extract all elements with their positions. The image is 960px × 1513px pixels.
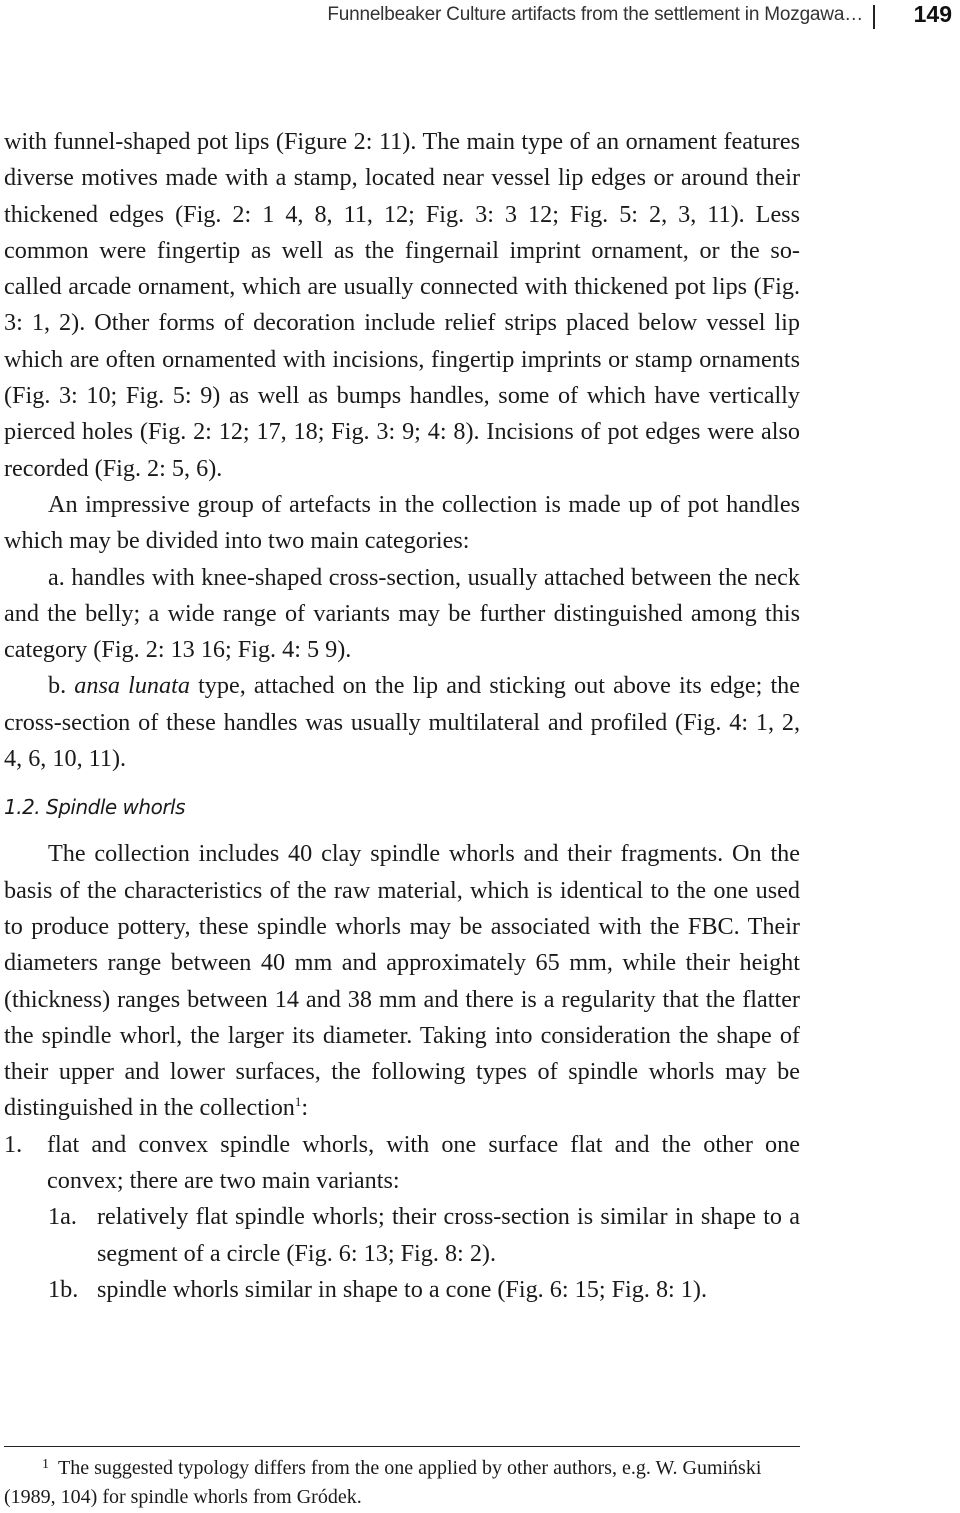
sublist-text: relatively flat spindle whorls; their cross-section is similar in shape to a segment of a circle (Fig. 6: 13; Fig. 8: 2).	[97, 1203, 800, 1267]
section-heading: 1.2. Spindle whorls	[4, 795, 186, 820]
list-item	[4, 1127, 800, 1200]
body-text	[4, 124, 800, 1308]
list-text: flat and convex spindle whorls, with one surface flat and the other one convex; there are two main variants:	[47, 1130, 800, 1195]
handles-b-text: type, attached on the lip and sticking out above its edge; the cross-section of these handles was usually multilateral and profiled (Fig. 4: 1, 2, 4, 6, 10, 11).	[4, 672, 801, 773]
paragraph-ornaments: with funnel-shaped pot lips (Figure 2: 11). The main type of an ornament features diverse motives made with a stamp, located near vessel lip edges or around their thickened edges (Fig. 2: 1 4, 8, 11, 12; Fig. 3: 3 12; Fig. 5: 2, 3, 11). Less common were fingertip as well as the fingernail imprint ornament, or the so-called arcade ornament, which are usually connected with thickened pot lips (Fig. 3: 1, 2). Other forms of decoration include relief strips placed below vessel lip which are often ornamented with incisions, fingertip imprints or stamp ornaments (Fig. 3: 10; Fig. 5: 9) as well as bumps handles, some of which have vertically pierced holes (Fig. 2: 12; 17, 18; Fig. 3: 9; 4: 8). Incisions of pot edges were also recorded (Fig. 2: 5, 6).	[4, 128, 800, 482]
sublist-item	[4, 1272, 800, 1308]
spindle-whorls-text: The collection includes 40 clay spindle whorls and their fragments. On the basis of the characteristics of the raw material, which is identical to the one used to produce pottery, these spindle whorls may be associated with the FBC. Their diameters range between 40 mm and approximately 65 mm, while their height (thickness) ranges between 14 and 38 mm and there is a regularity that the flatter the spindle whorl, the larger its diameter. Taking into consideration the shape of their upper and lower surfaces, the following types of spindle whorls may be distinguished in the collection	[4, 840, 800, 1122]
ansa-lunata-term: ansa lunata	[74, 672, 190, 700]
header-divider	[873, 5, 875, 29]
sublist-text: spindle whorls similar in shape to a cone (Fig. 6: 15; Fig. 8: 1).	[97, 1275, 708, 1303]
paragraph-handles-b	[4, 668, 800, 777]
handles-b-prefix: b.	[48, 672, 75, 700]
spindle-whorls-end: :	[301, 1094, 309, 1122]
sublist-number: 1b.	[48, 1275, 79, 1303]
sublist-item	[4, 1199, 800, 1272]
footnote-divider	[4, 1446, 800, 1447]
page-number: 149	[913, 1, 952, 27]
list-number: 1.	[4, 1130, 23, 1158]
running-header	[0, 0, 960, 34]
footnote-reference[interactable]: 1	[294, 1094, 302, 1110]
paragraph-handles-a: a. handles with knee-shaped cross-section, usually attached between the neck and the belly; a wide range of variants may be further distinguished among this category (Fig. 2: 13 16; Fig. 4: 5 9).	[4, 563, 800, 664]
sublist-number: 1a.	[48, 1203, 77, 1231]
footnote	[4, 1454, 800, 1512]
paragraph-handles-intro: An impressive group of artefacts in the collection is made up of pot handles which may be divided into two main categories:	[4, 490, 800, 555]
footnote-mark: 1	[42, 1457, 49, 1472]
footnote-text: The suggested typology differs from the one applied by other authors, e.g. W. Gumiński (1989, 104) for spindle whorls from Gródek.	[4, 1457, 762, 1508]
running-title: Funnelbeaker Culture artifacts from the settlement in Mozgawa…	[327, 4, 863, 25]
paragraph-spindle-whorls	[4, 836, 800, 1126]
